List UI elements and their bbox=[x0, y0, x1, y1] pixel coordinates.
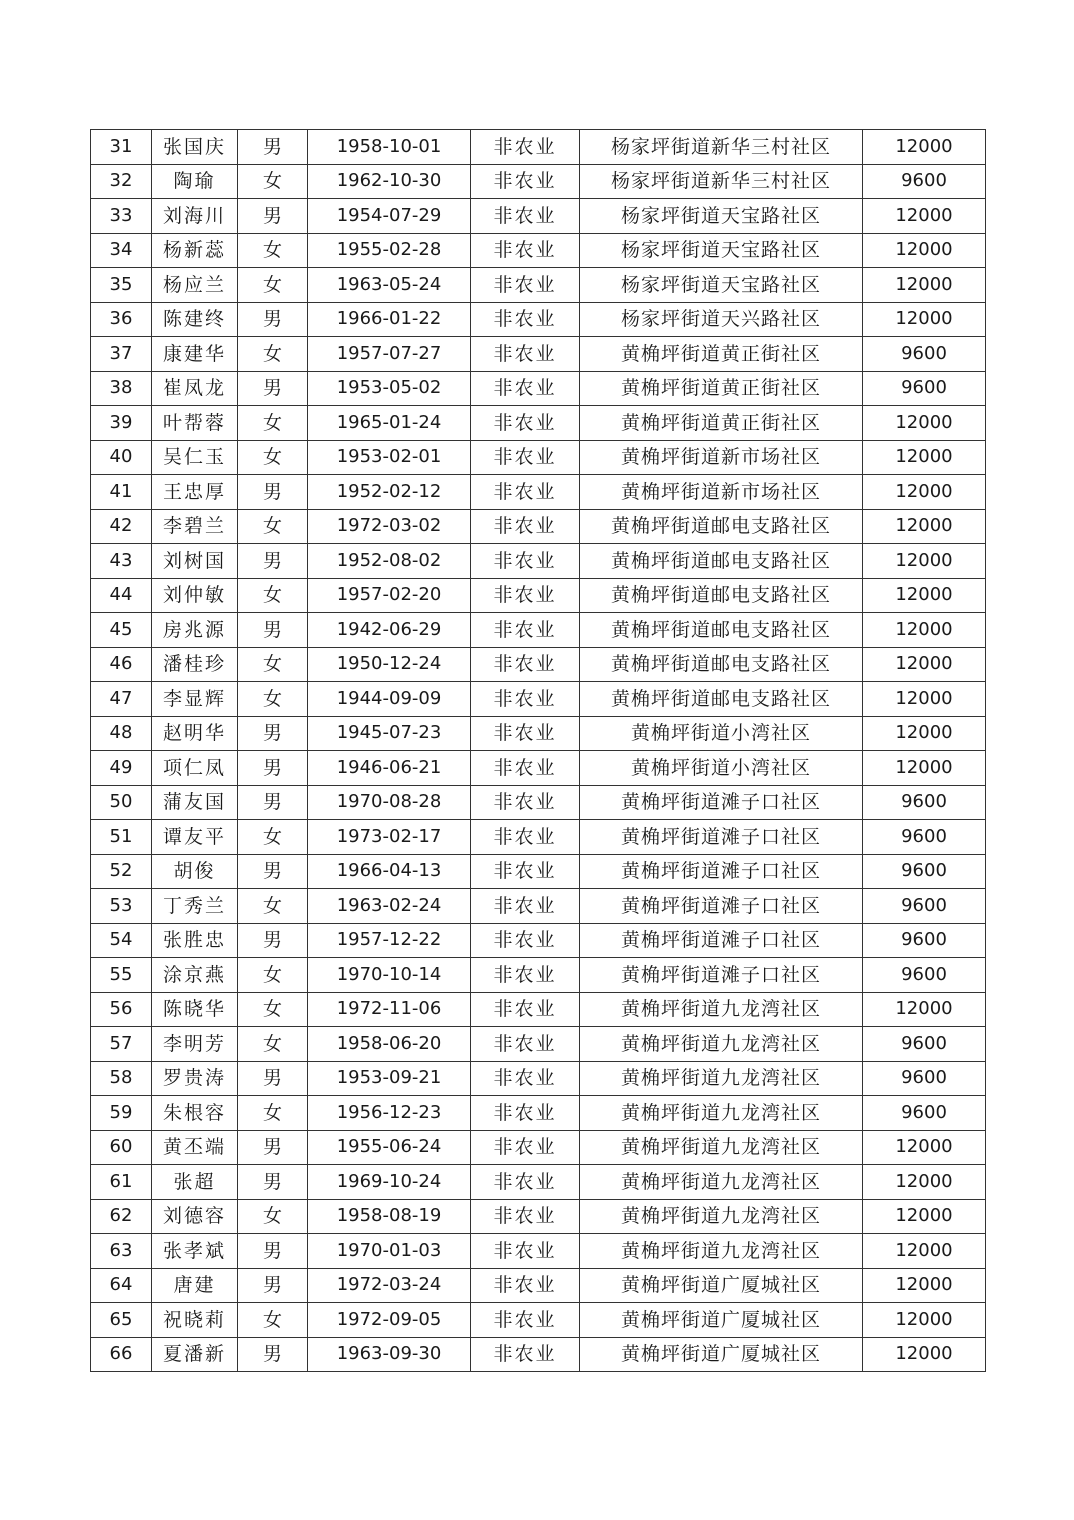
gender-cell: 男 bbox=[238, 923, 308, 958]
table-row bbox=[91, 751, 986, 786]
birth-date-cell: 1953-05-02 bbox=[308, 371, 471, 406]
household-type-cell: 非农业 bbox=[471, 233, 580, 268]
birth-date-cell: 1956-12-23 bbox=[308, 1096, 471, 1131]
table-row bbox=[91, 1096, 986, 1131]
name-cell: 祝晓莉 bbox=[152, 1303, 238, 1338]
community-address-cell: 黄桷坪街道滩子口社区 bbox=[580, 958, 863, 993]
row-number-cell: 58 bbox=[91, 1061, 152, 1096]
household-type-cell: 非农业 bbox=[471, 268, 580, 303]
table-row bbox=[91, 406, 986, 441]
household-type-cell: 非农业 bbox=[471, 1165, 580, 1200]
row-number-cell: 62 bbox=[91, 1199, 152, 1234]
gender-cell: 女 bbox=[238, 440, 308, 475]
household-type-cell: 非农业 bbox=[471, 302, 580, 337]
community-address-cell: 黄桷坪街道黄正街社区 bbox=[580, 371, 863, 406]
row-number-cell: 36 bbox=[91, 302, 152, 337]
row-number-cell: 51 bbox=[91, 820, 152, 855]
row-number-cell: 46 bbox=[91, 647, 152, 682]
table-row bbox=[91, 233, 986, 268]
gender-cell: 女 bbox=[238, 337, 308, 372]
household-type-cell: 非农业 bbox=[471, 1061, 580, 1096]
name-cell: 唐建 bbox=[152, 1268, 238, 1303]
community-address-cell: 黄桷坪街道滩子口社区 bbox=[580, 923, 863, 958]
birth-date-cell: 1958-10-01 bbox=[308, 130, 471, 165]
gender-cell: 女 bbox=[238, 682, 308, 717]
community-address-cell: 黄桷坪街道小湾社区 bbox=[580, 716, 863, 751]
amount-cell: 12000 bbox=[863, 302, 986, 337]
household-type-cell: 非农业 bbox=[471, 820, 580, 855]
birth-date-cell: 1963-02-24 bbox=[308, 889, 471, 924]
gender-cell: 女 bbox=[238, 164, 308, 199]
table-row bbox=[91, 682, 986, 717]
household-type-cell: 非农业 bbox=[471, 406, 580, 441]
name-cell: 蒲友国 bbox=[152, 785, 238, 820]
birth-date-cell: 1966-04-13 bbox=[308, 854, 471, 889]
gender-cell: 男 bbox=[238, 613, 308, 648]
row-number-cell: 35 bbox=[91, 268, 152, 303]
gender-cell: 女 bbox=[238, 958, 308, 993]
household-type-cell: 非农业 bbox=[471, 1130, 580, 1165]
household-type-cell: 非农业 bbox=[471, 475, 580, 510]
gender-cell: 女 bbox=[238, 406, 308, 441]
amount-cell: 9600 bbox=[863, 1027, 986, 1062]
amount-cell: 12000 bbox=[863, 1234, 986, 1269]
birth-date-cell: 1952-02-12 bbox=[308, 475, 471, 510]
gender-cell: 女 bbox=[238, 889, 308, 924]
gender-cell: 男 bbox=[238, 1234, 308, 1269]
birth-date-cell: 1954-07-29 bbox=[308, 199, 471, 234]
row-number-cell: 63 bbox=[91, 1234, 152, 1269]
table-row bbox=[91, 785, 986, 820]
birth-date-cell: 1958-06-20 bbox=[308, 1027, 471, 1062]
gender-cell: 女 bbox=[238, 268, 308, 303]
gender-cell: 男 bbox=[238, 1130, 308, 1165]
table-row bbox=[91, 1268, 986, 1303]
name-cell: 项仁凤 bbox=[152, 751, 238, 786]
household-type-cell: 非农业 bbox=[471, 578, 580, 613]
row-number-cell: 65 bbox=[91, 1303, 152, 1338]
birth-date-cell: 1955-06-24 bbox=[308, 1130, 471, 1165]
table-row bbox=[91, 992, 986, 1027]
row-number-cell: 54 bbox=[91, 923, 152, 958]
roster-table bbox=[90, 129, 986, 1372]
name-cell: 陈建终 bbox=[152, 302, 238, 337]
roster-table-body bbox=[91, 130, 986, 1372]
table-row bbox=[91, 509, 986, 544]
amount-cell: 9600 bbox=[863, 164, 986, 199]
table-row bbox=[91, 1303, 986, 1338]
row-number-cell: 43 bbox=[91, 544, 152, 579]
community-address-cell: 杨家坪街道新华三村社区 bbox=[580, 164, 863, 199]
community-address-cell: 黄桷坪街道广厦城社区 bbox=[580, 1268, 863, 1303]
table-row bbox=[91, 302, 986, 337]
gender-cell: 女 bbox=[238, 1303, 308, 1338]
household-type-cell: 非农业 bbox=[471, 440, 580, 475]
row-number-cell: 41 bbox=[91, 475, 152, 510]
gender-cell: 男 bbox=[238, 371, 308, 406]
gender-cell: 女 bbox=[238, 992, 308, 1027]
household-type-cell: 非农业 bbox=[471, 199, 580, 234]
community-address-cell: 黄桷坪街道邮电支路社区 bbox=[580, 647, 863, 682]
table-row bbox=[91, 647, 986, 682]
row-number-cell: 64 bbox=[91, 1268, 152, 1303]
table-row bbox=[91, 544, 986, 579]
community-address-cell: 黄桷坪街道黄正街社区 bbox=[580, 406, 863, 441]
household-type-cell: 非农业 bbox=[471, 164, 580, 199]
gender-cell: 男 bbox=[238, 1061, 308, 1096]
household-type-cell: 非农业 bbox=[471, 992, 580, 1027]
household-type-cell: 非农业 bbox=[471, 1027, 580, 1062]
table-row bbox=[91, 923, 986, 958]
amount-cell: 9600 bbox=[863, 923, 986, 958]
household-type-cell: 非农业 bbox=[471, 958, 580, 993]
gender-cell: 女 bbox=[238, 578, 308, 613]
community-address-cell: 黄桷坪街道九龙湾社区 bbox=[580, 1165, 863, 1200]
table-row bbox=[91, 1061, 986, 1096]
amount-cell: 9600 bbox=[863, 820, 986, 855]
gender-cell: 女 bbox=[238, 1027, 308, 1062]
household-type-cell: 非农业 bbox=[471, 1096, 580, 1131]
household-type-cell: 非农业 bbox=[471, 130, 580, 165]
amount-cell: 12000 bbox=[863, 682, 986, 717]
name-cell: 张国庆 bbox=[152, 130, 238, 165]
amount-cell: 12000 bbox=[863, 1303, 986, 1338]
amount-cell: 9600 bbox=[863, 1096, 986, 1131]
name-cell: 杨应兰 bbox=[152, 268, 238, 303]
birth-date-cell: 1946-06-21 bbox=[308, 751, 471, 786]
gender-cell: 女 bbox=[238, 1096, 308, 1131]
community-address-cell: 黄桷坪街道黄正街社区 bbox=[580, 337, 863, 372]
table-row bbox=[91, 1027, 986, 1062]
row-number-cell: 48 bbox=[91, 716, 152, 751]
gender-cell: 男 bbox=[238, 1268, 308, 1303]
table-row bbox=[91, 578, 986, 613]
table-row bbox=[91, 130, 986, 165]
row-number-cell: 50 bbox=[91, 785, 152, 820]
amount-cell: 12000 bbox=[863, 233, 986, 268]
table-row bbox=[91, 199, 986, 234]
name-cell: 崔凤龙 bbox=[152, 371, 238, 406]
community-address-cell: 黄桷坪街道广厦城社区 bbox=[580, 1337, 863, 1372]
table-row bbox=[91, 820, 986, 855]
community-address-cell: 黄桷坪街道滩子口社区 bbox=[580, 820, 863, 855]
table-row bbox=[91, 1234, 986, 1269]
household-type-cell: 非农业 bbox=[471, 544, 580, 579]
table-row bbox=[91, 1165, 986, 1200]
household-type-cell: 非农业 bbox=[471, 647, 580, 682]
amount-cell: 12000 bbox=[863, 544, 986, 579]
household-type-cell: 非农业 bbox=[471, 854, 580, 889]
community-address-cell: 黄桷坪街道九龙湾社区 bbox=[580, 1061, 863, 1096]
community-address-cell: 黄桷坪街道新市场社区 bbox=[580, 440, 863, 475]
name-cell: 夏潘新 bbox=[152, 1337, 238, 1372]
birth-date-cell: 1970-10-14 bbox=[308, 958, 471, 993]
table-row bbox=[91, 440, 986, 475]
amount-cell: 9600 bbox=[863, 337, 986, 372]
table-row bbox=[91, 854, 986, 889]
name-cell: 叶帮蓉 bbox=[152, 406, 238, 441]
table-row bbox=[91, 716, 986, 751]
community-address-cell: 黄桷坪街道滩子口社区 bbox=[580, 854, 863, 889]
amount-cell: 12000 bbox=[863, 509, 986, 544]
birth-date-cell: 1962-10-30 bbox=[308, 164, 471, 199]
name-cell: 刘德容 bbox=[152, 1199, 238, 1234]
gender-cell: 男 bbox=[238, 716, 308, 751]
community-address-cell: 黄桷坪街道邮电支路社区 bbox=[580, 544, 863, 579]
household-type-cell: 非农业 bbox=[471, 1234, 580, 1269]
household-type-cell: 非农业 bbox=[471, 1303, 580, 1338]
community-address-cell: 黄桷坪街道九龙湾社区 bbox=[580, 1199, 863, 1234]
table-row bbox=[91, 889, 986, 924]
amount-cell: 12000 bbox=[863, 440, 986, 475]
birth-date-cell: 1969-10-24 bbox=[308, 1165, 471, 1200]
gender-cell: 男 bbox=[238, 854, 308, 889]
gender-cell: 男 bbox=[238, 130, 308, 165]
name-cell: 李显辉 bbox=[152, 682, 238, 717]
amount-cell: 12000 bbox=[863, 406, 986, 441]
community-address-cell: 黄桷坪街道九龙湾社区 bbox=[580, 1027, 863, 1062]
row-number-cell: 57 bbox=[91, 1027, 152, 1062]
row-number-cell: 66 bbox=[91, 1337, 152, 1372]
name-cell: 罗贵涛 bbox=[152, 1061, 238, 1096]
household-type-cell: 非农业 bbox=[471, 923, 580, 958]
gender-cell: 男 bbox=[238, 1165, 308, 1200]
row-number-cell: 32 bbox=[91, 164, 152, 199]
community-address-cell: 杨家坪街道天兴路社区 bbox=[580, 302, 863, 337]
name-cell: 涂京燕 bbox=[152, 958, 238, 993]
name-cell: 王忠厚 bbox=[152, 475, 238, 510]
household-type-cell: 非农业 bbox=[471, 509, 580, 544]
name-cell: 刘树国 bbox=[152, 544, 238, 579]
community-address-cell: 黄桷坪街道邮电支路社区 bbox=[580, 682, 863, 717]
gender-cell: 男 bbox=[238, 1337, 308, 1372]
amount-cell: 12000 bbox=[863, 475, 986, 510]
amount-cell: 12000 bbox=[863, 613, 986, 648]
amount-cell: 12000 bbox=[863, 716, 986, 751]
name-cell: 陶瑜 bbox=[152, 164, 238, 199]
row-number-cell: 59 bbox=[91, 1096, 152, 1131]
row-number-cell: 52 bbox=[91, 854, 152, 889]
community-address-cell: 黄桷坪街道九龙湾社区 bbox=[580, 1096, 863, 1131]
row-number-cell: 40 bbox=[91, 440, 152, 475]
table-row bbox=[91, 613, 986, 648]
household-type-cell: 非农业 bbox=[471, 1268, 580, 1303]
community-address-cell: 黄桷坪街道邮电支路社区 bbox=[580, 509, 863, 544]
amount-cell: 12000 bbox=[863, 1199, 986, 1234]
gender-cell: 男 bbox=[238, 544, 308, 579]
gender-cell: 男 bbox=[238, 785, 308, 820]
birth-date-cell: 1942-06-29 bbox=[308, 613, 471, 648]
amount-cell: 12000 bbox=[863, 1268, 986, 1303]
amount-cell: 9600 bbox=[863, 889, 986, 924]
name-cell: 房兆源 bbox=[152, 613, 238, 648]
household-type-cell: 非农业 bbox=[471, 716, 580, 751]
row-number-cell: 34 bbox=[91, 233, 152, 268]
gender-cell: 女 bbox=[238, 820, 308, 855]
community-address-cell: 黄桷坪街道新市场社区 bbox=[580, 475, 863, 510]
birth-date-cell: 1963-09-30 bbox=[308, 1337, 471, 1372]
amount-cell: 9600 bbox=[863, 785, 986, 820]
birth-date-cell: 1957-07-27 bbox=[308, 337, 471, 372]
name-cell: 吴仁玉 bbox=[152, 440, 238, 475]
household-type-cell: 非农业 bbox=[471, 613, 580, 648]
birth-date-cell: 1963-05-24 bbox=[308, 268, 471, 303]
household-type-cell: 非农业 bbox=[471, 371, 580, 406]
row-number-cell: 31 bbox=[91, 130, 152, 165]
gender-cell: 男 bbox=[238, 751, 308, 786]
birth-date-cell: 1950-12-24 bbox=[308, 647, 471, 682]
household-type-cell: 非农业 bbox=[471, 1199, 580, 1234]
row-number-cell: 55 bbox=[91, 958, 152, 993]
birth-date-cell: 1972-11-06 bbox=[308, 992, 471, 1027]
household-type-cell: 非农业 bbox=[471, 751, 580, 786]
name-cell: 刘仲敏 bbox=[152, 578, 238, 613]
row-number-cell: 61 bbox=[91, 1165, 152, 1200]
amount-cell: 9600 bbox=[863, 854, 986, 889]
household-type-cell: 非农业 bbox=[471, 337, 580, 372]
birth-date-cell: 1970-01-03 bbox=[308, 1234, 471, 1269]
row-number-cell: 37 bbox=[91, 337, 152, 372]
household-type-cell: 非农业 bbox=[471, 785, 580, 820]
row-number-cell: 44 bbox=[91, 578, 152, 613]
birth-date-cell: 1965-01-24 bbox=[308, 406, 471, 441]
row-number-cell: 49 bbox=[91, 751, 152, 786]
community-address-cell: 黄桷坪街道九龙湾社区 bbox=[580, 1234, 863, 1269]
name-cell: 赵明华 bbox=[152, 716, 238, 751]
amount-cell: 12000 bbox=[863, 1130, 986, 1165]
community-address-cell: 黄桷坪街道邮电支路社区 bbox=[580, 613, 863, 648]
community-address-cell: 黄桷坪街道九龙湾社区 bbox=[580, 992, 863, 1027]
gender-cell: 男 bbox=[238, 475, 308, 510]
amount-cell: 12000 bbox=[863, 647, 986, 682]
birth-date-cell: 1945-07-23 bbox=[308, 716, 471, 751]
row-number-cell: 38 bbox=[91, 371, 152, 406]
table-row bbox=[91, 371, 986, 406]
amount-cell: 12000 bbox=[863, 1337, 986, 1372]
birth-date-cell: 1944-09-09 bbox=[308, 682, 471, 717]
birth-date-cell: 1957-02-20 bbox=[308, 578, 471, 613]
community-address-cell: 黄桷坪街道滩子口社区 bbox=[580, 889, 863, 924]
table-row bbox=[91, 1130, 986, 1165]
community-address-cell: 杨家坪街道天宝路社区 bbox=[580, 268, 863, 303]
amount-cell: 12000 bbox=[863, 751, 986, 786]
household-type-cell: 非农业 bbox=[471, 1337, 580, 1372]
birth-date-cell: 1973-02-17 bbox=[308, 820, 471, 855]
amount-cell: 12000 bbox=[863, 992, 986, 1027]
community-address-cell: 杨家坪街道新华三村社区 bbox=[580, 130, 863, 165]
table-row bbox=[91, 164, 986, 199]
birth-date-cell: 1958-08-19 bbox=[308, 1199, 471, 1234]
household-type-cell: 非农业 bbox=[471, 889, 580, 924]
row-number-cell: 56 bbox=[91, 992, 152, 1027]
household-type-cell: 非农业 bbox=[471, 682, 580, 717]
name-cell: 张孝斌 bbox=[152, 1234, 238, 1269]
community-address-cell: 黄桷坪街道广厦城社区 bbox=[580, 1303, 863, 1338]
name-cell: 李碧兰 bbox=[152, 509, 238, 544]
amount-cell: 12000 bbox=[863, 268, 986, 303]
row-number-cell: 45 bbox=[91, 613, 152, 648]
amount-cell: 12000 bbox=[863, 199, 986, 234]
name-cell: 胡俊 bbox=[152, 854, 238, 889]
birth-date-cell: 1953-02-01 bbox=[308, 440, 471, 475]
amount-cell: 9600 bbox=[863, 371, 986, 406]
amount-cell: 9600 bbox=[863, 1061, 986, 1096]
gender-cell: 男 bbox=[238, 302, 308, 337]
name-cell: 康建华 bbox=[152, 337, 238, 372]
gender-cell: 男 bbox=[238, 199, 308, 234]
gender-cell: 女 bbox=[238, 509, 308, 544]
birth-date-cell: 1972-03-24 bbox=[308, 1268, 471, 1303]
name-cell: 刘海川 bbox=[152, 199, 238, 234]
table-row bbox=[91, 337, 986, 372]
birth-date-cell: 1966-01-22 bbox=[308, 302, 471, 337]
amount-cell: 12000 bbox=[863, 1165, 986, 1200]
table-row bbox=[91, 1337, 986, 1372]
community-address-cell: 黄桷坪街道滩子口社区 bbox=[580, 785, 863, 820]
name-cell: 谭友平 bbox=[152, 820, 238, 855]
amount-cell: 9600 bbox=[863, 958, 986, 993]
name-cell: 丁秀兰 bbox=[152, 889, 238, 924]
name-cell: 黄丕端 bbox=[152, 1130, 238, 1165]
amount-cell: 12000 bbox=[863, 578, 986, 613]
name-cell: 李明芳 bbox=[152, 1027, 238, 1062]
table-row bbox=[91, 475, 986, 510]
name-cell: 潘桂珍 bbox=[152, 647, 238, 682]
row-number-cell: 42 bbox=[91, 509, 152, 544]
name-cell: 陈晓华 bbox=[152, 992, 238, 1027]
birth-date-cell: 1972-09-05 bbox=[308, 1303, 471, 1338]
table-row bbox=[91, 958, 986, 993]
gender-cell: 女 bbox=[238, 647, 308, 682]
community-address-cell: 黄桷坪街道邮电支路社区 bbox=[580, 578, 863, 613]
name-cell: 杨新蕊 bbox=[152, 233, 238, 268]
table-row bbox=[91, 268, 986, 303]
amount-cell: 12000 bbox=[863, 130, 986, 165]
birth-date-cell: 1957-12-22 bbox=[308, 923, 471, 958]
row-number-cell: 53 bbox=[91, 889, 152, 924]
community-address-cell: 黄桷坪街道九龙湾社区 bbox=[580, 1130, 863, 1165]
row-number-cell: 39 bbox=[91, 406, 152, 441]
birth-date-cell: 1952-08-02 bbox=[308, 544, 471, 579]
table-row bbox=[91, 1199, 986, 1234]
community-address-cell: 杨家坪街道天宝路社区 bbox=[580, 233, 863, 268]
birth-date-cell: 1955-02-28 bbox=[308, 233, 471, 268]
birth-date-cell: 1970-08-28 bbox=[308, 785, 471, 820]
name-cell: 张胜忠 bbox=[152, 923, 238, 958]
gender-cell: 女 bbox=[238, 1199, 308, 1234]
name-cell: 朱根容 bbox=[152, 1096, 238, 1131]
birth-date-cell: 1972-03-02 bbox=[308, 509, 471, 544]
row-number-cell: 33 bbox=[91, 199, 152, 234]
name-cell: 张超 bbox=[152, 1165, 238, 1200]
row-number-cell: 60 bbox=[91, 1130, 152, 1165]
birth-date-cell: 1953-09-21 bbox=[308, 1061, 471, 1096]
community-address-cell: 杨家坪街道天宝路社区 bbox=[580, 199, 863, 234]
row-number-cell: 47 bbox=[91, 682, 152, 717]
community-address-cell: 黄桷坪街道小湾社区 bbox=[580, 751, 863, 786]
gender-cell: 女 bbox=[238, 233, 308, 268]
